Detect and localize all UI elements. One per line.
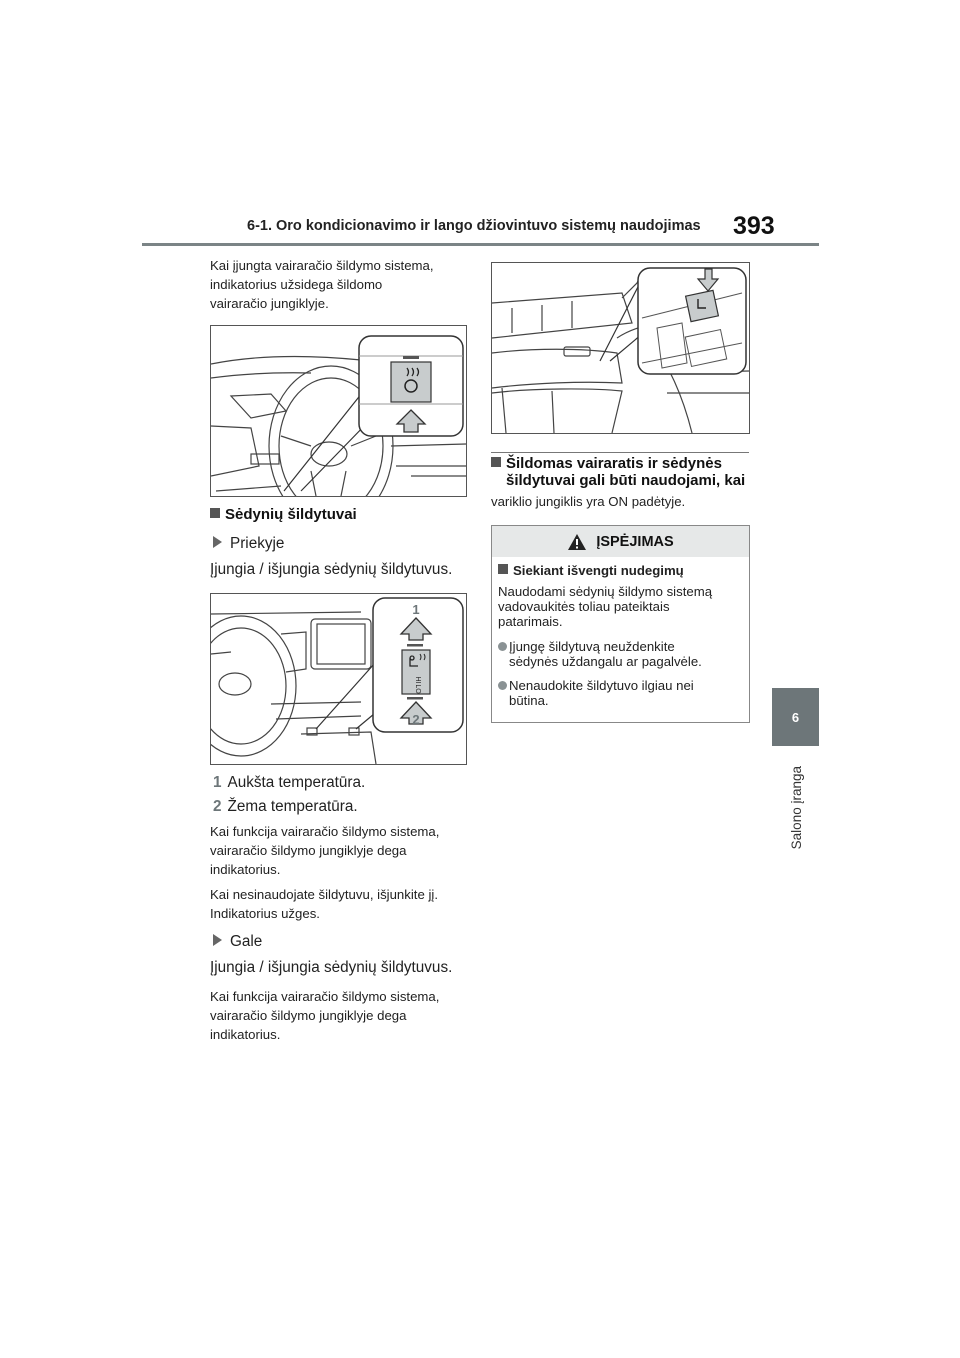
chapter-title: 6-1. Oro kondicionavimo ir lango džiovintuvo sistemų naudojimas [247,218,701,234]
note-line: indikatorius. [210,1027,281,1042]
list-item-number: 1 [213,774,222,791]
note-paragraph [210,885,438,923]
warning-bullet-item [498,678,743,708]
warning-subtitle-text: Siekiant išvengti nudegimų [513,563,684,578]
section-divider [491,452,749,453]
intro-line: indikatorius užsidega šildomo [210,277,383,292]
warning-intro [498,584,743,629]
section-title-heated-steering [491,455,745,489]
note-line: vairaračio šildymo jungiklyje dega [210,843,407,858]
list-item [213,796,358,817]
list-item-number: 2 [213,798,222,815]
section-title-line: Šildomas vairaratis ir sėdynės [506,455,722,472]
rear-seat-heater-illustration [491,262,750,434]
warning-bullet-icon [498,564,508,574]
triangle-bullet-icon [213,934,222,946]
chapter-tab [772,688,819,746]
header-divider [142,243,819,246]
warning-bullet-line: būtina. [509,693,549,708]
note-line: indikatorius. [210,862,281,877]
note-paragraph [210,987,439,1044]
note-line: Kai nesinaudojate šildytuvu, išjunkite jį. [210,887,438,902]
warning-bullet-line: Įjungę šildytuvą neuždenkite [509,639,675,654]
warning-body [492,557,749,708]
callout-1: 1 [412,602,420,617]
section-bullet-icon [210,508,220,518]
warning-intro-line: Naudodami sėdynių šildymo sistemą [498,584,713,599]
front-label [213,533,284,554]
section-title-seat-heaters [210,506,357,523]
warning-intro-line: patarimais. [498,614,563,629]
switch-hi-label: HI [414,676,421,684]
warning-bullet-line: Nenaudokite šildytuvo ilgiau nei [509,678,694,693]
chapter-tab-number: 6 [791,709,800,725]
note-line: Kai funkcija vairaračio šildymo sistema, [210,824,440,839]
section-title-text: Sėdynių šildytuvai [225,506,357,523]
switch-lo-label: LO [414,684,421,694]
note-line: Kai funkcija vairaračio šildymo sistema, [210,989,440,1004]
section-text: variklio jungiklis yra ON padėtyje. [491,494,686,509]
warning-bullet-item [498,639,743,669]
note-paragraph [210,822,439,879]
warning-box [491,525,750,723]
steering-heater-illustration [210,325,467,497]
bullet-dot-icon [498,681,507,690]
rear-label [213,931,262,952]
front-description: Įjungia / išjungia sėdynių šildytuvus. [210,561,453,578]
chapter-side-label-text: Salono įranga [788,766,804,850]
warning-subtitle [498,563,743,578]
rear-label-text: Gale [230,933,263,950]
callout-2: 2 [412,712,420,727]
section-bullet-icon [491,457,501,467]
warning-intro-line: vadovaukitės toliau pateiktais [498,599,670,614]
list-item [213,772,365,793]
list-item-text: Žema temperatūra. [227,798,358,815]
section-title-line: šildytuvai gali būti naudojami, kai [506,472,746,489]
list-item-text: Aukšta temperatūra. [227,774,366,791]
front-seat-heater-illustration [210,593,467,765]
bullet-dot-icon [498,642,507,651]
page-number: 393 [733,212,775,240]
chapter-side-label [782,758,810,858]
warning-icon [567,533,587,551]
warning-title: ĮSPĖJIMAS [596,533,674,550]
warning-bullet-line: sėdynės uždangalu ar pagalvėle. [509,654,702,669]
rear-description: Įjungia / išjungia sėdynių šildytuvus. [210,959,453,976]
note-line: Indikatorius užges. [210,906,320,921]
intro-line: Kai įjungta vairaračio šildymo sistema, [210,258,434,273]
warning-header [492,526,749,557]
note-line: vairaračio šildymo jungiklyje dega [210,1008,407,1023]
front-label-text: Priekyje [230,535,285,552]
triangle-bullet-icon [213,536,222,548]
intro-line: vairaračio jungiklyje. [210,296,329,311]
intro-paragraph [210,256,434,313]
